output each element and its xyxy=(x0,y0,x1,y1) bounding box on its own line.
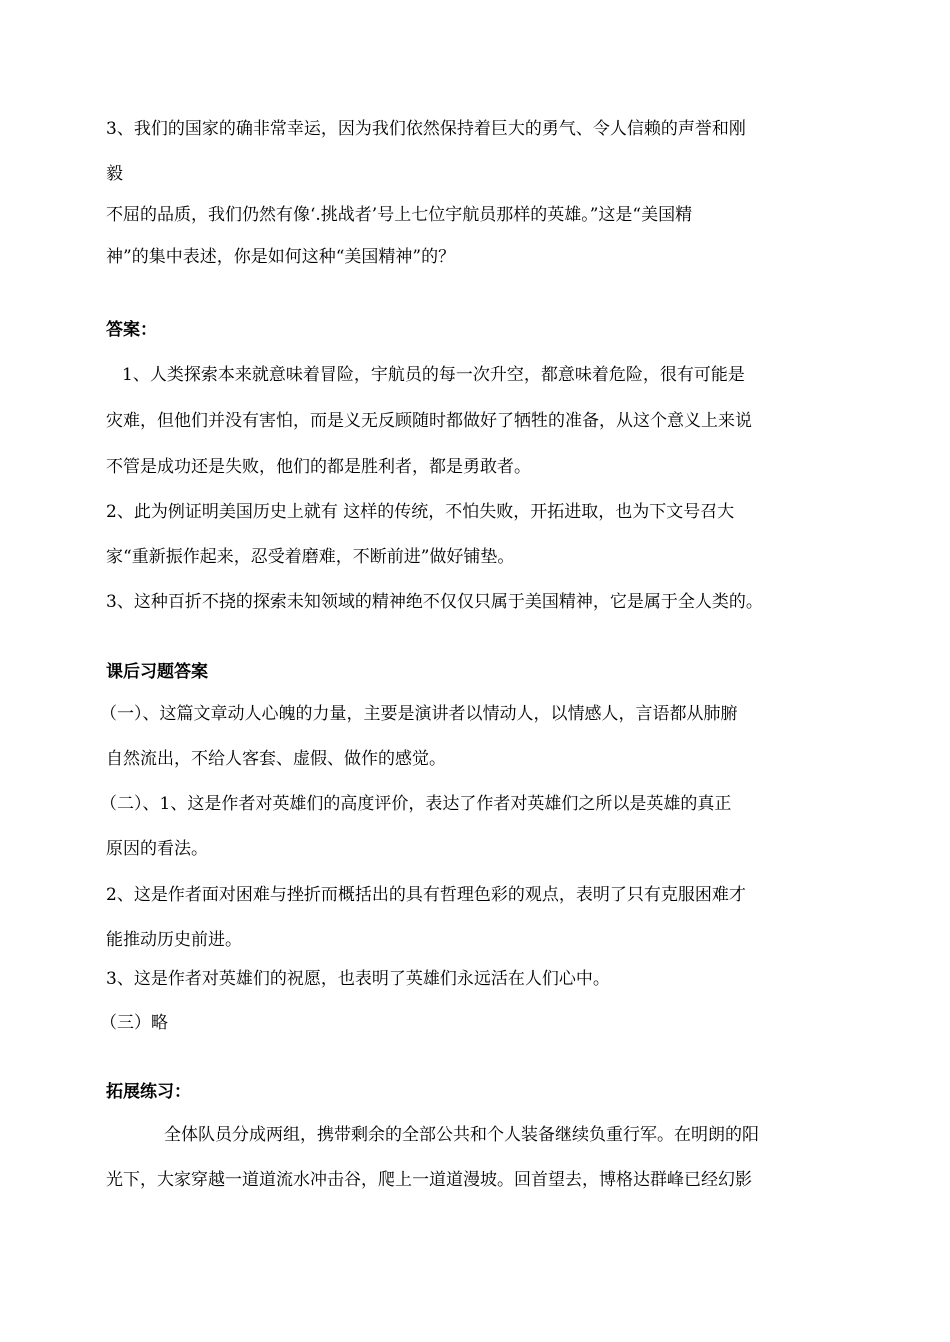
exercise-part3-line1: （三）略 xyxy=(100,1013,168,1033)
extension-line1: 全体队员分成两组，携带剩余的全部公共和个人装备继续负重行军。在明朗的阳 xyxy=(164,1125,759,1145)
extension-heading: 拓展练习： xyxy=(106,1082,191,1102)
exercise-part1-line1: （一）、这篇文章动人心魄的力量，主要是演讲者以情动人，以情感人，言语都从肺腑 xyxy=(100,704,738,724)
answer1-line1: 1、人类探索本来就意味着冒险，宇航员的每一次升空，都意味着危险，很有可能是 xyxy=(122,365,745,385)
exercise-part2-line2: 原因的看法。 xyxy=(106,839,208,859)
answer2-line2: 家“重新振作起来，忍受着磨难，不断前进”做好铺垫。 xyxy=(106,547,515,567)
question3-line4: 神”的集中表述，你是如何这种“美国精神”的？ xyxy=(106,247,456,267)
question3-line2: 毅 xyxy=(106,164,123,184)
answer1-line2: 灾难，但他们并没有害怕，而是义无反顾随时都做好了牺牲的准备，从这个意义上来说 xyxy=(106,411,752,431)
exercise-answers-heading: 课后习题答案 xyxy=(106,662,208,682)
answer3-line1: 3、这种百折不挠的探索未知领域的精神绝不仅仅只属于美国精神，它是属于全人类的。 xyxy=(106,592,763,612)
answer1-line3: 不管是成功还是失败，他们的都是胜利者，都是勇敢者。 xyxy=(106,457,531,477)
answers-heading: 答案： xyxy=(106,320,157,340)
exercise-item3-line1: 3、这是作者对英雄们的祝愿，也表明了英雄们永远活在人们心中。 xyxy=(106,969,610,989)
question3-line3: 不屈的品质，我们仍然有像‘.挑战者’号上七位宇航员那样的英雄。”这是“美国精 xyxy=(106,205,693,225)
extension-line2: 光下，大家穿越一道道流水冲击谷，爬上一道道漫坡。回首望去，博格达群峰已经幻影 xyxy=(106,1170,752,1190)
answer2-line1: 2、此为例证明美国历史上就有 这样的传统，不怕失败，开拓进取，也为下文号召大 xyxy=(106,502,735,522)
exercise-part1-line2: 自然流出，不给人客套、虚假、做作的感觉。 xyxy=(106,749,446,769)
exercise-part2-line1: （二）、1、这是作者对英雄们的高度评价，表达了作者对英雄们之所以是英雄的真正 xyxy=(100,794,732,814)
exercise-item2-line1: 2、这是作者面对困难与挫折而概括出的具有哲理色彩的观点，表明了只有克服困难才 xyxy=(106,885,746,905)
question3-line1: 3、我们的国家的确非常幸运，因为我们依然保持着巨大的勇气、令人信赖的声誉和刚 xyxy=(106,119,746,139)
exercise-item2-line2: 能推动历史前进。 xyxy=(106,930,242,950)
